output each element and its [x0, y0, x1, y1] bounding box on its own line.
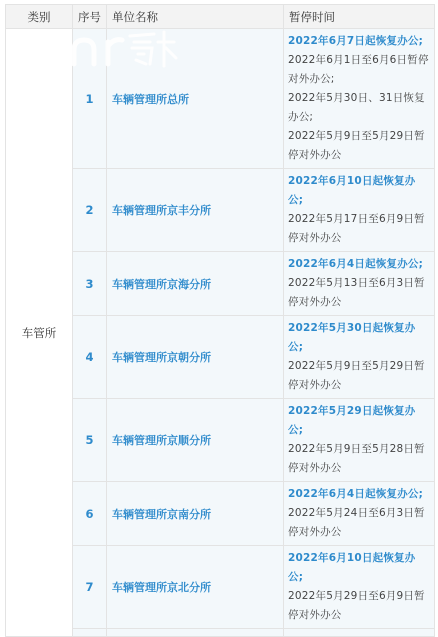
suspend-time-cell — [284, 546, 435, 629]
suspension-period-text: 2022年5月30日、31日恢复办公; — [288, 92, 425, 123]
empty-cell — [107, 629, 284, 637]
suspend-time-cell — [284, 169, 435, 252]
unit-name-link[interactable]: 车辆管理所京丰分所 — [107, 169, 284, 252]
suspend-time-cell — [284, 399, 435, 482]
header-unit-name: 单位名称 — [107, 5, 284, 29]
suspension-period-text: 2022年5月13日至6月3日暂停对外办公 — [288, 277, 425, 308]
resume-date-text: 2022年6月10日起恢复办公; — [288, 175, 416, 206]
resume-date-text: 2022年5月30日起恢复办公; — [288, 322, 416, 353]
category-cell: 车管所 — [6, 29, 73, 637]
unit-name-link[interactable]: 车辆管理所京南分所 — [107, 482, 284, 546]
unit-name-link[interactable]: 车辆管理所京海分所 — [107, 252, 284, 316]
unit-name-link[interactable]: 车辆管理所京朝分所 — [107, 316, 284, 399]
suspend-time-cell — [284, 29, 435, 169]
suspension-period-text: 2022年6月1日至6月6日暂停对外办公; — [288, 54, 429, 85]
header-suspend-time: 暂停时间 — [284, 5, 435, 29]
office-suspension-table — [5, 4, 435, 637]
resume-date-text: 2022年6月4日起恢复办公; — [288, 258, 424, 270]
table-header-row — [6, 5, 435, 29]
resume-date-text: 2022年5月29日起恢复办公; — [288, 405, 416, 436]
unit-name-link[interactable]: 车辆管理所总所 — [107, 29, 284, 169]
resume-date-text: 2022年6月4日起恢复办公; — [288, 488, 424, 500]
header-category: 类别 — [6, 5, 73, 29]
table-row — [6, 29, 435, 169]
seq-cell: 4 — [73, 316, 107, 399]
suspend-time-cell — [284, 252, 435, 316]
suspension-period-text: 2022年5月29日至6月9日暂停对外办公 — [288, 590, 425, 621]
unit-name-link[interactable]: 车辆管理所京北分所 — [107, 546, 284, 629]
suspension-period-text: 2022年5月9日至5月29日暂停对外办公 — [288, 360, 425, 391]
seq-cell: 2 — [73, 169, 107, 252]
seq-cell: 7 — [73, 546, 107, 629]
suspension-period-text: 2022年5月17日至6月9日暂停对外办公 — [288, 213, 425, 244]
seq-cell: 3 — [73, 252, 107, 316]
seq-cell: 6 — [73, 482, 107, 546]
header-seq: 序号 — [73, 5, 107, 29]
seq-cell: 1 — [73, 29, 107, 169]
suspension-period-text: 2022年5月9日至5月29日暂停对外办公 — [288, 130, 425, 161]
empty-cell — [73, 629, 107, 637]
resume-date-text: 2022年6月7日起恢复办公; — [288, 35, 424, 47]
seq-cell: 5 — [73, 399, 107, 482]
suspension-period-text: 2022年5月9日至5月28日暂停对外办公 — [288, 443, 425, 474]
resume-date-text: 2022年6月10日起恢复办公; — [288, 552, 416, 583]
empty-cell — [284, 629, 435, 637]
suspend-time-cell — [284, 482, 435, 546]
suspension-period-text: 2022年5月24日至6月3日暂停对外办公 — [288, 507, 425, 538]
suspend-time-cell — [284, 316, 435, 399]
unit-name-link[interactable]: 车辆管理所京顺分所 — [107, 399, 284, 482]
